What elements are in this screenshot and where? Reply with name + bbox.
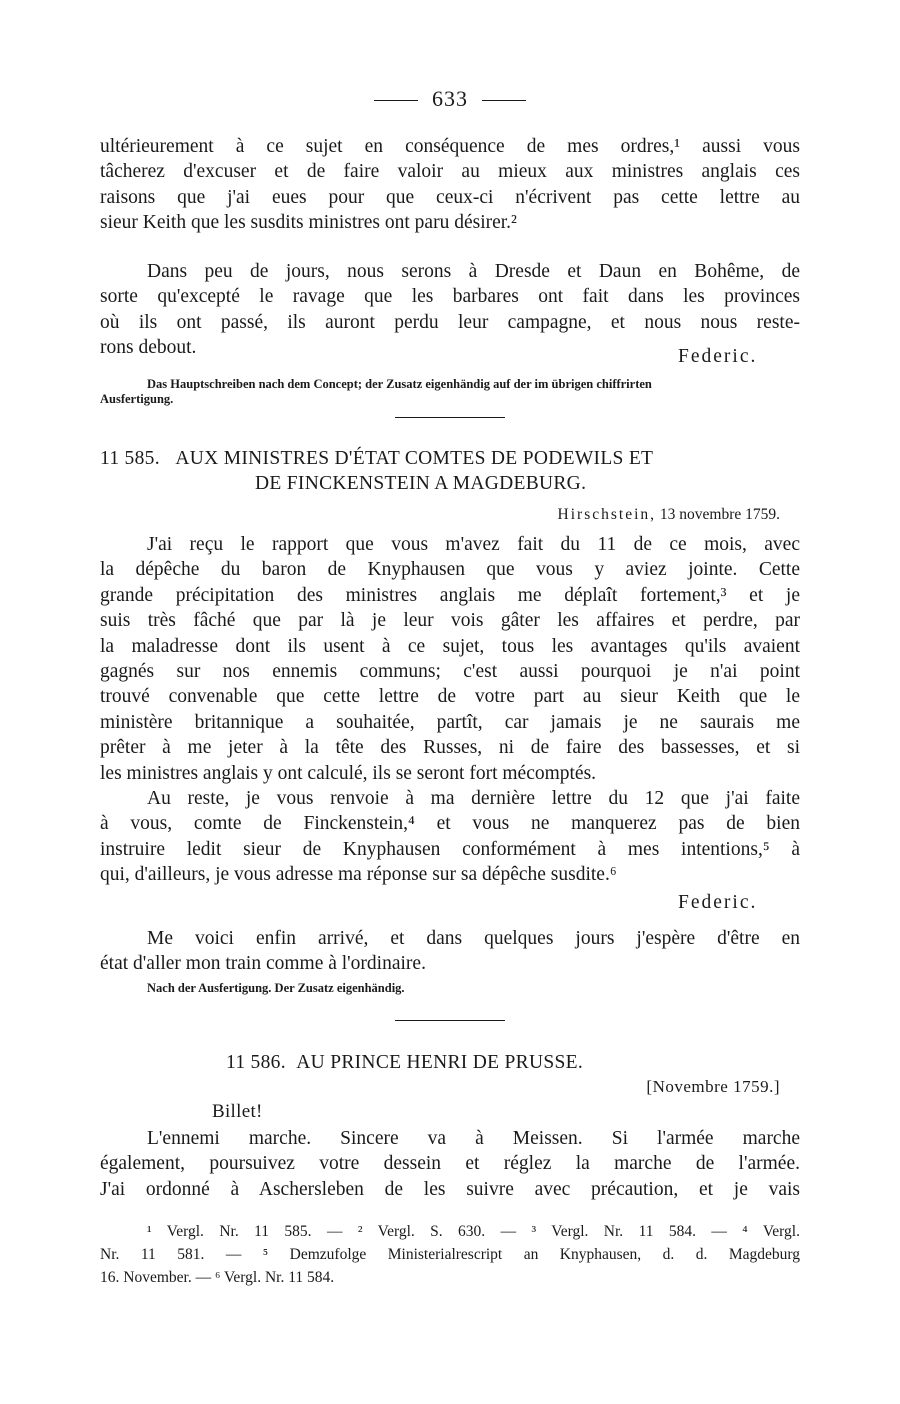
text-line: Dans peu de jours, nous serons à Dresde et Daun en Bohême, de (147, 261, 800, 282)
text-line: instruire ledit sieur de Knyphausen conformément à mes intentions,⁵ à (100, 838, 800, 860)
text-line: Me voici enfin arrivé, et dans quelques jours j'espère d'être en (147, 928, 800, 949)
footnote-line: 16. November. — ⁶ Vergl. Nr. 11 584. (100, 1269, 335, 1286)
letter2-dateline (558, 506, 780, 524)
text-line: grande précipitation des ministres anglais me déplaît fortement,³ et je (100, 584, 800, 606)
text-line: L'ennemi marche. Sincere va à Meissen. Si l'armée marche (147, 1128, 800, 1149)
text-line: ministère britannique a souhaitée, partît, car jamais je ne saurais me (100, 711, 800, 733)
letter-number: 11 586. (226, 1052, 286, 1073)
letter3-paragraph-1 (100, 1126, 800, 1202)
letter2-paragraph-2 (100, 786, 800, 888)
letter1-body (100, 134, 800, 236)
letter-number: 11 585. (100, 448, 160, 469)
text-line: état d'aller mon train comme à l'ordinaire. (100, 953, 426, 975)
text-line: Au reste, je vous renvoie à ma dernière lettre du 12 que j'ai faite (147, 788, 800, 809)
text-line: sorte qu'excepté le ravage que les barbares ont fait dans les provinces (100, 286, 800, 308)
text-line: tâcherez d'excuser et de faire valoir au mieux aux ministres anglais ces (100, 161, 800, 183)
letter3-salutation: Billet! (212, 1101, 263, 1122)
letter2-source-note: Nach der Ausfertigung. Der Zusatz eigenhändig. (147, 981, 405, 995)
text-line: sieur Keith que les susdits ministres ont paru désirer.² (100, 212, 517, 234)
footnote-line: ¹ Vergl. Nr. 11 585. — ² Vergl. S. 630. — ³ Vergl. Nr. 11 584. — ⁴ Vergl. (147, 1223, 800, 1240)
page-number: 633 (432, 86, 468, 111)
date: 13 novembre 1759. (659, 506, 780, 523)
letter1-source-note: Das Hauptschreiben nach dem Concept; der Zusatz eigenhändig auf der im übrigen chiffrirten (147, 377, 652, 391)
letter1-signature: Federic. (678, 346, 758, 367)
place: Hirschstein, (557, 506, 657, 523)
letter2-heading (100, 446, 653, 471)
footnote-line: Nr. 11 581. — ⁵ Demzufolge Ministerialrescript an Knyphausen, d. d. Magdeburg (100, 1246, 800, 1263)
letter-title: AU PRINCE HENRI DE PRUSSE. (296, 1052, 584, 1073)
page-header (100, 86, 800, 112)
text-line: à vous, comte de Finckenstein,⁴ et vous ne manquerez pas de bien (100, 813, 800, 835)
text-line: ultérieurement à ce sujet en conséquence de mes ordres,¹ aussi vous (100, 136, 800, 157)
section-divider (395, 417, 505, 418)
text-line: la maladresse dont ils usent à ce sujet, tous les avantages qu'ils avaient (100, 635, 800, 657)
text-line: suis très fâché que par là je leur vois gâter les affaires et perdre, par (100, 610, 800, 632)
letter1-source-note: Ausfertigung. (100, 392, 174, 406)
section-divider (395, 1020, 505, 1021)
text-line: rons debout. (100, 337, 197, 359)
text-line: également, poursuivez votre dessein et réglez la marche de l'armée. (100, 1153, 800, 1175)
text-line: gagnés sur nos ennemis communs; c'est aussi pourquoi je n'ai point (100, 661, 800, 683)
letter3-heading (226, 1050, 583, 1075)
text-line: où ils ont passé, ils auront perdu leur campagne, et nous nous reste- (100, 311, 800, 333)
letter2-paragraph-1 (100, 532, 800, 786)
text-line: qui, d'ailleurs, je vous adresse ma réponse sur sa dépêche susdite.⁶ (100, 864, 617, 886)
letter2-postscript (100, 926, 800, 977)
text-line: la dépêche du baron de Knyphausen que vous y aviez jointe. Cette (100, 559, 800, 581)
letter-title: AUX MINISTRES D'ÉTAT COMTES DE PODEWILS ET (175, 448, 654, 469)
text-line: prêter à me jeter à la tête des Russes, ni de faire des bassesses, et si (100, 737, 800, 759)
letter2-heading-line2: DE FINCKENSTEIN A MAGDEBURG. (255, 473, 587, 494)
text-line: trouvé convenable que cette lettre de votre part au sieur Keith que le (100, 686, 800, 708)
text-line: raisons que j'ai eues pour que ceux-ci n'écrivent pas cette lettre au (100, 186, 800, 208)
header-dash-right (482, 100, 526, 101)
text-line: J'ai ordonné à Aschersleben de les suivre avec précaution, et je vais (100, 1178, 800, 1200)
text-line: J'ai reçu le rapport que vous m'avez fait du 11 de ce mois, avec (147, 534, 800, 555)
header-dash-left (374, 100, 418, 101)
letter2-signature: Federic. (678, 892, 758, 913)
footnotes (100, 1220, 800, 1289)
letter3-date: [Novembre 1759.] (646, 1077, 780, 1096)
text-line: les ministres anglais y ont calculé, ils se seront fort mécomptés. (100, 762, 597, 784)
